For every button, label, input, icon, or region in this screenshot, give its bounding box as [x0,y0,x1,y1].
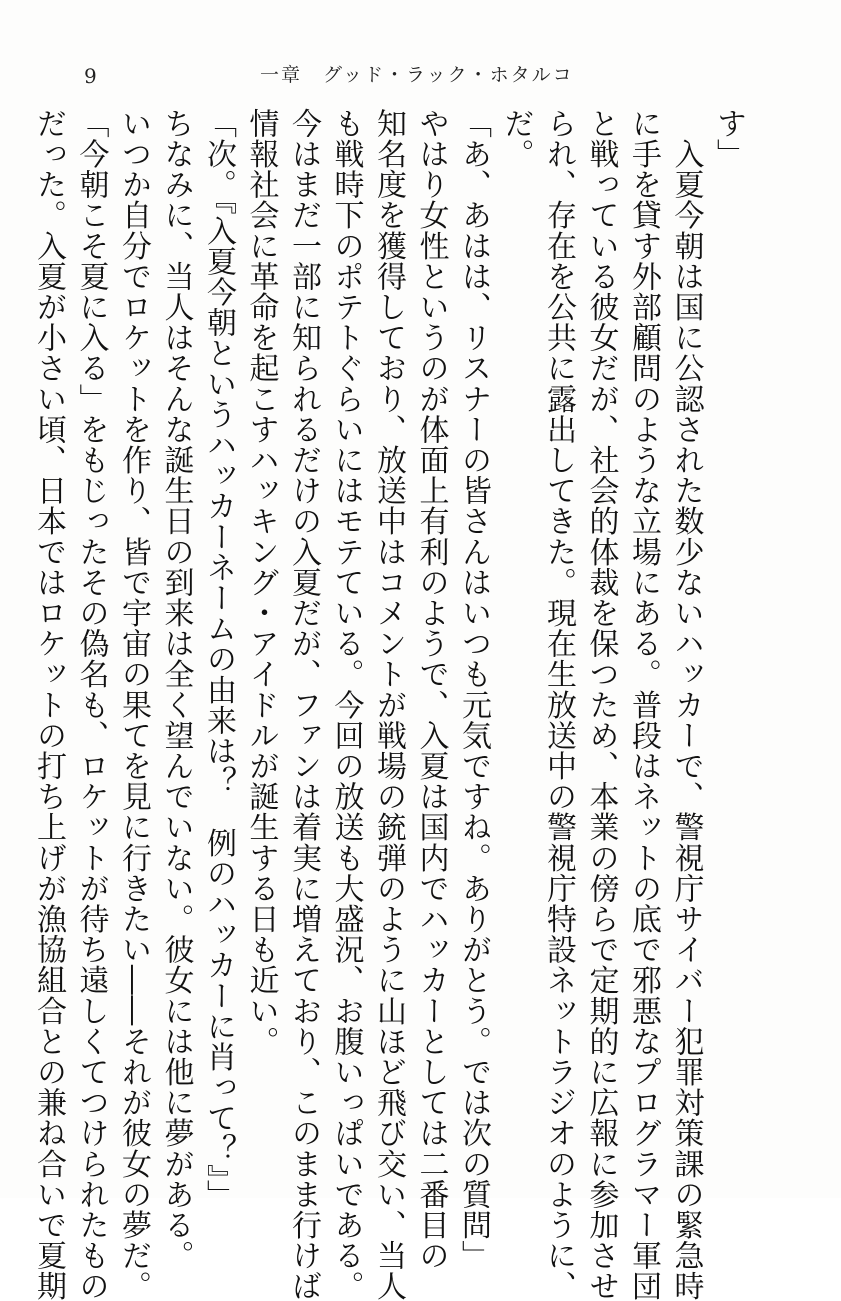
text-line: も戦時下のポテトぐらいにはモテている。今回の放送も大盛況、お腹いっぱいである。 [328,108,364,1301]
page-number: 9 [84,64,97,88]
text-line: と戦っている彼女だが、社会的体裁を保つため、本業の傍らで定期的に広報に参加させ [583,108,619,1301]
vertical-body-text [27,108,750,1301]
text-line: やはり女性というのが体面上有利のようで、入夏は国内でハッカーとしては二番目の [413,108,449,1271]
text-line: られ、存在を公共に露出してきた。現在生放送中の警視庁特設ネットラジオのように、 [541,108,576,1301]
text-line: す」 [711,108,746,170]
text-line: いつか自分でロケットを作り、皆で宇宙の果てを見に行きたい――それが彼女の夢だ。 [116,108,151,1301]
text-line: 今はまだ一部に知られるだけの入夏だが、ファンは着実に増えており、このまま行けば [286,108,321,1301]
text-line: 「今朝こそ夏に入る」をもじったその偽名も、ロケットが待ち遠しくてつけられたもの [73,108,109,1301]
text-line: だった。入夏が小さい頃、日本ではロケットの打ち上げが漁協組合との兼ね合いで夏期 [31,108,66,1301]
text-line: ちなみに、当人はそんな誕生日の到来は全く望んでいない。彼女には他に夢がある。 [158,108,194,1271]
text-line: 「次。『入夏今朝というハッカーネームの由来は？ 例のハッカーに肖って？』」 [201,108,236,1211]
text-line: 情報社会に革命を起こすハッキング・アイドルが誕生する日も近い。 [243,108,279,1057]
text-line: 入夏今朝は国に公認された数少ないハッカーで、警視庁サイバー犯罪対策課の緊急時 [668,108,704,1301]
text-line: だ。 [498,108,534,170]
text-line: 「あ、あはは、リスナーの皆さんはいつも元気ですね。ありがとう。では次の質問」 [456,108,491,1271]
text-line: に手を貸す外部顧問のような立場にある。普段はネットの底で邪悪なプログラマー軍団 [626,108,661,1301]
text-line: 知名度を獲得しており、放送中はコメントが戦場の銃弾のように山ほど飛び交い、当人 [371,108,406,1301]
running-header: 一章 グッド・ラック・ホタルコ [260,64,574,86]
